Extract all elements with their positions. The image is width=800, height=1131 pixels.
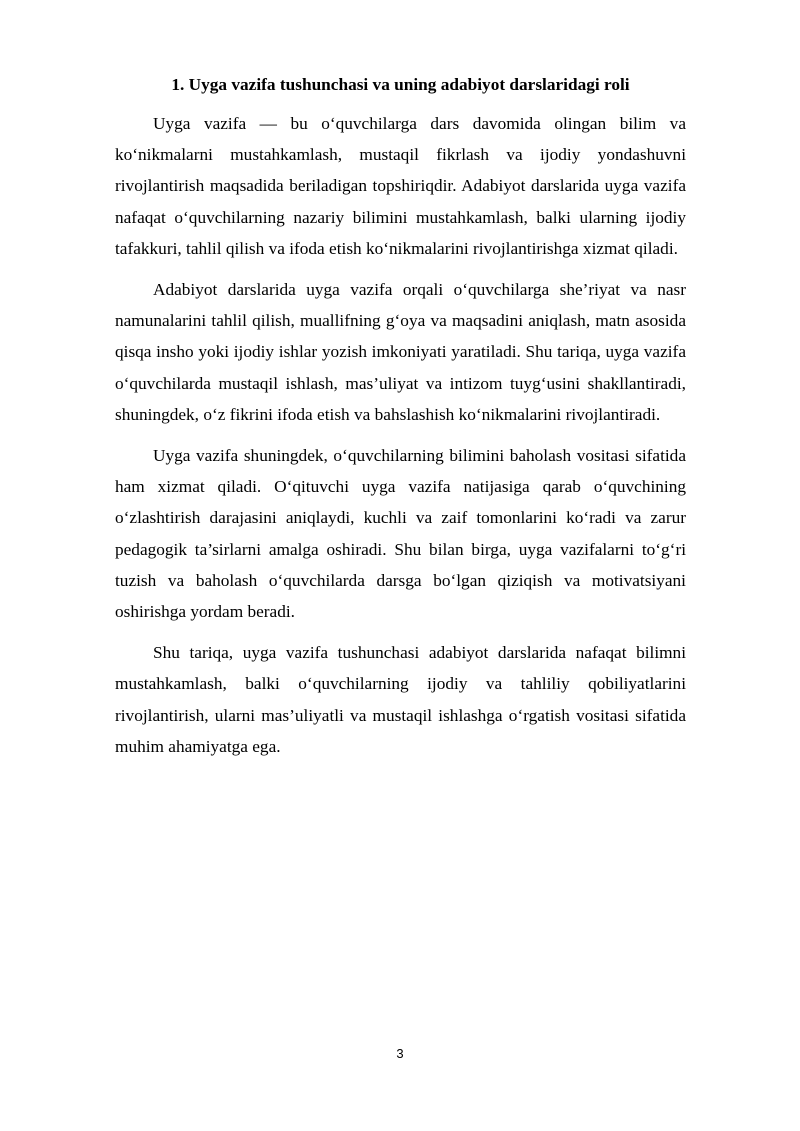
paragraph-4: Shu tariqa, uyga vazifa tushunchasi adabiyot darslarida nafaqat bilimni mustahkamlash, balki o‘quvchilarning ijodiy va tahliliy qobiliyatlarini rivojlantirish, ularni mas’uliyatli va mustaqil ishlashga o‘rgatish vositasi sifatida muhim ahamiyatga ega.	[115, 643, 686, 756]
paragraph-2: Adabiyot darslarida uyga vazifa orqali o‘quvchilarga she’riyat va nasr namunalarini tahlil qilish, muallifning g‘oya va maqsadini aniqlash, matn asosida qisqa insho yoki ijodiy ishlar yozish imkoniyati yaratiladi. Shu tariqa, uyga vazifa o‘quvchilarda mustaqil ishlash, mas’uliyat va intizom tuyg‘usini shakllantiradi, shuningdek, o‘z fikrini ifoda etish va bahslashish ko‘nikmalarini rivojlantiradi.	[115, 280, 686, 424]
paragraph-3: Uyga vazifa shuningdek, o‘quvchilarning bilimini baholash vositasi sifatida ham xizmat qiladi. O‘qituvchi uyga vazifa natijasiga qarab o‘quvchining o‘zlashtirish darajasini aniqlaydi, kuchli va zaif tomonlarini ko‘radi va zarur pedagogik ta’sirlarni amalga oshiradi. Shu bilan birga, uyga vazifalarni to‘g‘ri tuzish va baholash o‘quvchilarda darsga bo‘lgan qiziqish va motivatsiyani oshirishga yordam beradi.	[115, 446, 686, 622]
paragraph-1: Uyga vazifa — bu o‘quvchilarga dars davomida olingan bilim va ko‘nikmalarni mustahkamlash, mustaqil fikrlash va ijodiy yondashuvni rivojlantirish maqsadida beriladigan topshiriqdir. Adabiyot darslarida uyga vazifa nafaqat o‘quvchilarning nazariy bilimini mustahkamlash, balki ularning ijodiy tafakkuri, tahlil qilish va ifoda etish ko‘nikmalarini rivojlantirishga xizmat qiladi.	[115, 114, 686, 258]
page-number: 3	[396, 1046, 404, 1061]
document-body	[115, 108, 686, 772]
section-heading: 1. Uyga vazifa tushunchasi va uning adabiyot darslaridagi roli	[171, 75, 630, 94]
